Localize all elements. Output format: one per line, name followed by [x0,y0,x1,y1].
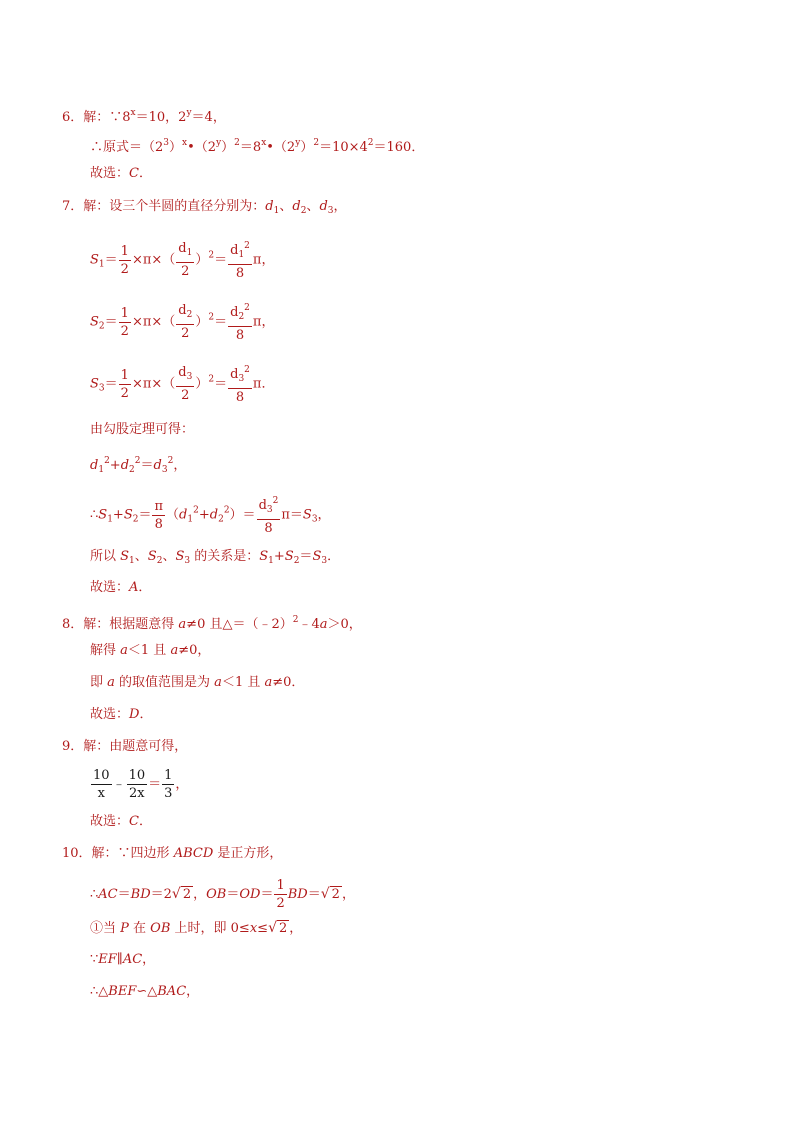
q6-answer: 故选：C． [90,166,152,181]
q6-line-1: ∴原式$=(2^3)^x•(2^y)^2=8^x•(2^y)^2=10\times 4^2=160$． [90,138,425,155]
q7-answer: 故选：A． [90,580,152,595]
q9-head: 9．解：由题意可得， [62,739,188,754]
q8-answer: 故选：D． [90,707,153,722]
q7-s1-equation: $S_1=$ $\frac{1}{2}$ ×π×（ $\frac{d_1}{2}$ ）$^2$＝ $\frac{d_1^2}{8}$ π， [90,238,274,282]
q8-head: 8．解：根据题意得 a≠0 且△＝（﹣2）$^2$﹣4a＞0， [62,615,362,632]
q7-line-4: 由勾股定理可得： [90,422,195,437]
q8-line-2: 即 a 的取值范围是为 a＜1 且 a≠0． [90,675,305,690]
q9-answer: 故选：C． [90,814,152,829]
q7-line-6: $\therefore S_1+S_2=$ $\frac{\pi}{8}$ $(d_1^2+d_2^2)=$ $\frac{d_3^2}{8}$ $\pi=S_3$， [90,493,331,537]
q8-line-1: 解得 a＜1 且 a≠0， [90,643,211,658]
q10-line-1: ∴AC＝BD＝2√ 2 ，OB＝OD＝ $\frac{1}{2}$ BD＝√ 2 ， [90,878,355,911]
q10-line-2: ①当 P 在 OB 上时，即 0≤x≤√ 2 ， [90,920,303,936]
q7-head: 7．解：设三个半圆的直径分别为：$d_1$、$d_2$、$d_3$， [62,199,347,216]
q7-s3-equation: $S_3=$ $\frac{1}{2}$ ×π×（ $\frac{d_3}{2}$ ）$^2$＝ $\frac{d_3^2}{8}$ π． [90,362,274,406]
q7-line-5: $d_1^2+d_2^2=d_3^2$， [90,456,187,475]
q7-line-7: 所以 $S_1$、$S_2$、$S_3$ 的关系是：$S_1+S_2=S_3$． [90,549,341,566]
q7-s2-equation: $S_2=$ $\frac{1}{2}$ ×π×（ $\frac{d_2}{2}$ ）$^2$＝ $\frac{d_2^2}{8}$ π， [90,300,274,344]
q6-head: 6．解：$\because 8^x=10$，$2^y=4$， [62,108,226,125]
q9-equation: $\frac{10}{x}$ ﹣ $\frac{10}{2x}$ ＝ $\frac{1}{3}$ ， [93,768,189,801]
q10-line-3: ∵EF∥AC， [90,952,156,967]
q10-line-4: ∴△BEF∽△BAC， [90,984,200,999]
q10-head: 10．解：∵四边形 ABCD 是正方形， [62,846,283,861]
